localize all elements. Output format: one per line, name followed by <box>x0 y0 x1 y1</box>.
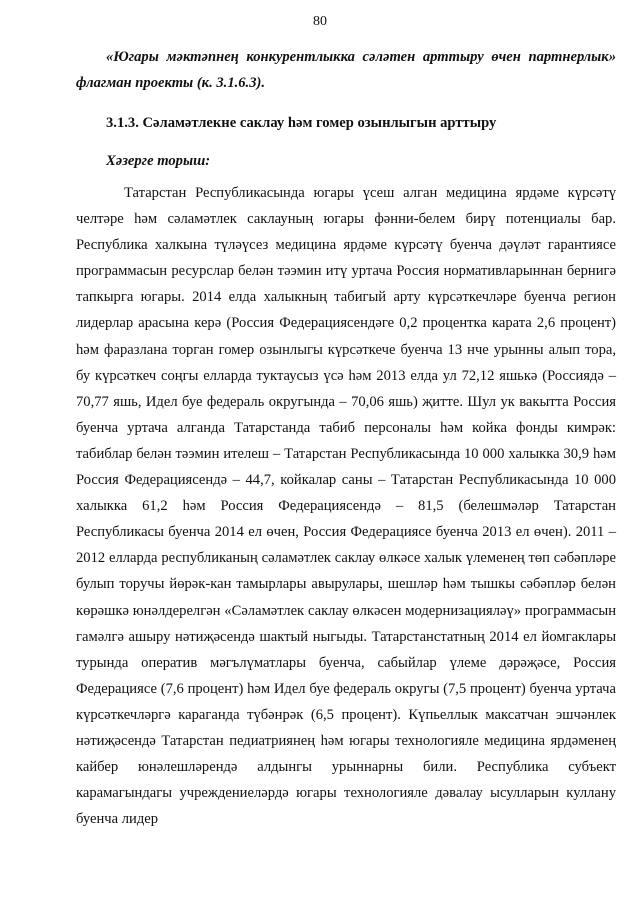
section-heading: 3.1.3. Сәламәтлекне саклау һәм гомер озынлыгын арттыру <box>106 115 497 131</box>
page-content <box>76 44 616 832</box>
current-state-subheading: Хәзерге торыш: <box>106 153 211 169</box>
flagship-project-reference: «Югары мәктәпнең конкурентлыкка сәләтен арттыру өчен партнерлык» флагман проекты (к. 3.1.6.3). <box>76 49 616 91</box>
body-paragraph: Татарстан Республикасында югары үсеш алган медицина ярдәме күрсәтү челтәре һәм сәламәтлек саклауның югары фәнни-белем бирү потенциалы бар. Республика халкына түләүсез медицина ярдәме күрсәтү буенча дәүләт гарантиясе программасын ресурслар белән тәэмин итү уртача Россия нормативларыннан бернигә тапкырга югары. 2014 елда халыкның табигый арту күрсәткечләре буенча регион лидерлар арасына керә (Россия Федерациясендәге 0,2 процентка карата 2,6 процент) һәм фаразлана торган гомер озынлыгы күрсәткече буенча 13 нче урынны алып тора, бу күрсәткеч соңгы елларда туктаусыз үсә һәм 2013 елда ул 72,12 яшькә (Россиядә – 70,77 яшь, Идел буе федераль округында – 70,06 яшь) җитте. Шул ук вакытта Россия буенча уртача алганда Татарстанда табиб персоналы һәм койка фонды кимрәк: табиблар белән тәэмин ителеш – Татарстан Республикасында 10 000 халыкка 30,9 һәм Россия Федерациясендә – 44,7, койкалар саны – Татарстан Республикасында 10 000 халыкка 61,2 һәм Россия Федерациясендә – 81,5 (белешмәләр Татарстан Республикасы буенча 2014 ел өчен, Россия Федерациясе буенча 2013 ел өчен). 2011 – 2012 елларда республиканың сәламәтлек саклау өлкәсе халык үлеменең төп сәбәпләре булып торучы йөрәк-кан тамырлары авырулары, шешләр һәм тышкы сәбәпләр белән көрәшкә юнәлдерелгән «Сәламәтлек саклау өлкәсен модернизацияләү» программасын гамәлгә ашыру нәтиҗәсендә шактый ныгыды. Татарстанстатның 2014 ел йомгаклары турында оператив мәгълүматлары буенча, сабыйлар үлеме дәрәҗәсе, Россия Федерациясе (7,6 процент) һәм Идел буе федераль округы (7,5 процент) буенча уртача күрсәткечләргә караганда түбәнрәк (6,5 процент). Күпьеллык максатчан эшчәнлек нәтиҗәсендә Татарстан педиатриянең һәм югары технологияле медицина ярдәменең кайбер юнәлешләрендә алдынгы урыннарны били. Республика субъект карамагындагы учреждениеләрдә югары технологияле дәвалау ысулларын куллану буенча лидер <box>76 185 616 828</box>
page-number: 80 <box>313 14 327 29</box>
